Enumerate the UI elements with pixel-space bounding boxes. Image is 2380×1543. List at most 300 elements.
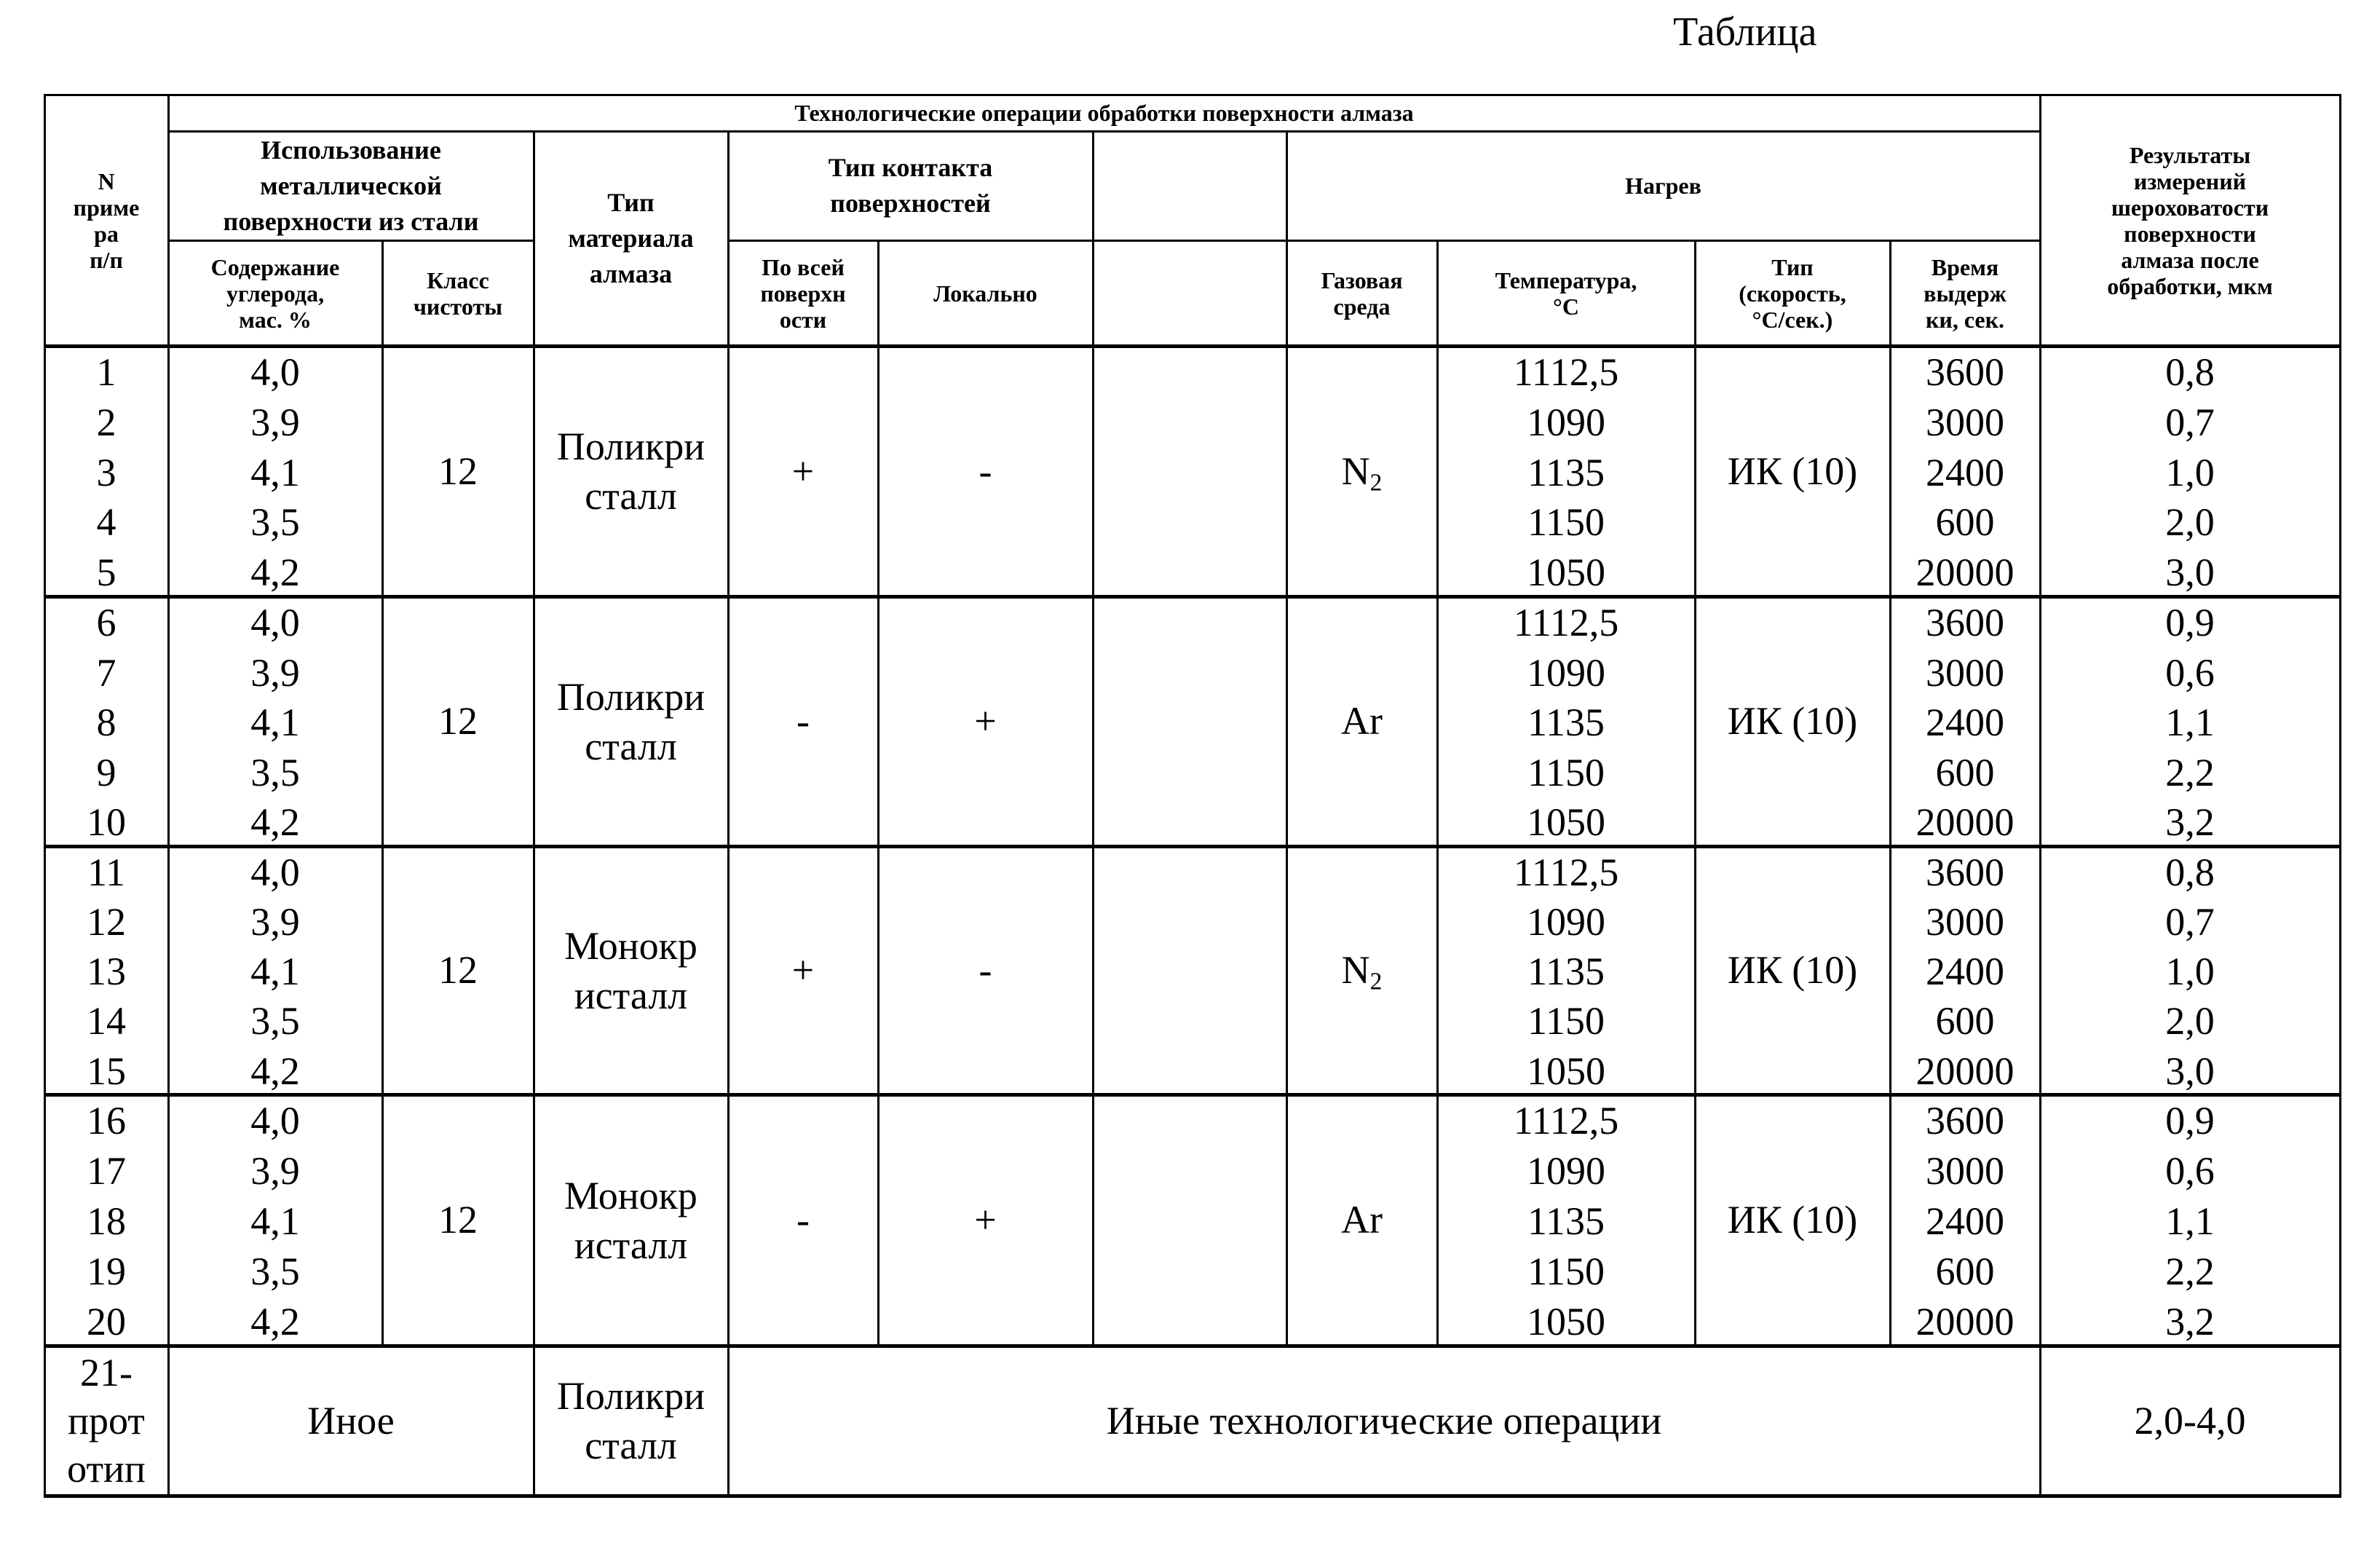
header-local <box>878 240 1093 346</box>
prototype-operations-text: Иные технологические операции <box>1107 1396 1661 1446</box>
purity-class-text: 12 <box>438 696 478 746</box>
header-whole-surface-line: поверхн <box>760 280 845 307</box>
grid-hline <box>44 344 2341 348</box>
header-carbon-line: Содержание <box>211 254 340 280</box>
header-gas-line: среда <box>1334 293 1391 320</box>
diamond-material-line: Монокр <box>564 1171 697 1220</box>
grid-vline <box>2339 95 2341 1497</box>
temperature-value <box>1437 947 1695 996</box>
roughness-value-text: 0,9 <box>2165 1096 2215 1146</box>
grid-vline <box>1889 240 1891 347</box>
hold-time-value <box>1890 897 2040 947</box>
roughness-value <box>2040 448 2340 498</box>
roughness-value-text: 0,6 <box>2165 648 2215 698</box>
grid-vline <box>1092 131 1094 347</box>
roughness-value <box>2040 347 2340 398</box>
carbon-value <box>168 698 382 748</box>
diamond-material <box>534 1094 728 1346</box>
prototype-material <box>534 1346 728 1496</box>
grid-vline <box>533 131 535 347</box>
header-example-no-line: п/п <box>90 247 123 273</box>
roughness-value <box>2040 1046 2340 1096</box>
hold-time-value-text: 2400 <box>1926 448 2004 498</box>
hold-time-value-text: 3000 <box>1926 897 2004 947</box>
header-example-no-line: N <box>98 168 114 194</box>
contact-whole-surface <box>728 596 878 846</box>
row-number-text: 15 <box>87 1046 126 1097</box>
hold-time-value-text: 600 <box>1936 748 1995 798</box>
hold-time-value-text: 3600 <box>1926 1096 2004 1146</box>
temperature-value <box>1437 1297 1695 1347</box>
temperature-value-text: 1090 <box>1527 648 1605 698</box>
contact-local-mark: - <box>979 945 992 995</box>
row-number-text: 13 <box>87 947 126 997</box>
roughness-value <box>2040 848 2340 897</box>
temperature-value-text: 1150 <box>1527 1247 1605 1297</box>
header-material-line: материала <box>568 221 693 256</box>
purity-class-text: 12 <box>438 945 478 995</box>
grid-hline <box>44 94 2341 96</box>
grid-vline <box>1694 346 1696 1347</box>
grid-vline <box>2039 1346 2041 1497</box>
header-gas-line: Газовая <box>1321 267 1402 293</box>
header-carbon <box>168 240 382 346</box>
temperature-value-text: 1050 <box>1527 1297 1605 1347</box>
carbon-value-text: 3,5 <box>250 748 300 798</box>
hold-time-value-text: 600 <box>1936 1247 1995 1297</box>
roughness-value <box>2040 698 2340 748</box>
grid-vline <box>877 240 879 347</box>
hold-time-value <box>1890 1046 2040 1096</box>
header-results <box>2040 95 2340 346</box>
heat-type-text: ИК (10) <box>1728 1195 1857 1245</box>
row-number <box>44 698 168 748</box>
temperature-value-text: 1112,5 <box>1514 848 1619 898</box>
hold-time-value <box>1890 947 2040 996</box>
temperature-value <box>1437 1146 1695 1196</box>
grid-vline <box>727 1346 730 1497</box>
row-number-text: 4 <box>97 497 116 548</box>
header-carbon-line: мас. % <box>239 307 312 333</box>
header-purity <box>382 240 534 346</box>
row-number <box>44 897 168 947</box>
roughness-value-text: 1,1 <box>2165 1196 2215 1247</box>
row-number <box>44 1046 168 1096</box>
prototype-material-line: Поликри <box>557 1371 705 1421</box>
row-number-text: 18 <box>87 1196 126 1247</box>
header-results-line: Результаты <box>2130 142 2250 168</box>
prototype-material-line: сталл <box>585 1421 677 1470</box>
hold-time-value-text: 20000 <box>1916 1046 2015 1097</box>
hold-time-value <box>1890 448 2040 498</box>
grid-vline <box>727 131 730 347</box>
gas-medium <box>1286 596 1437 846</box>
purity-class <box>382 1094 534 1346</box>
roughness-value <box>2040 1196 2340 1247</box>
hold-time-value <box>1890 848 2040 897</box>
header-material <box>534 131 728 346</box>
temperature-value <box>1437 398 1695 448</box>
hold-time-value-text: 3000 <box>1926 648 2004 698</box>
temperature-value-text: 1050 <box>1527 548 1605 598</box>
header-hold-time-line: выдерж <box>1924 280 2007 307</box>
carbon-value <box>168 598 382 648</box>
diamond-material-line: Поликри <box>557 422 705 471</box>
hold-time-value-text: 3600 <box>1926 347 2004 398</box>
row-number-text: 12 <box>87 897 126 947</box>
hold-time-value-text: 3600 <box>1926 598 2004 648</box>
roughness-value <box>2040 1146 2340 1196</box>
header-contact-line: Тип контакта <box>829 150 993 186</box>
carbon-value-text: 3,5 <box>250 996 300 1046</box>
gas-medium-text <box>1341 696 1383 746</box>
header-whole-surface-line: По всей <box>762 254 845 280</box>
header-hold-time-stack <box>1924 254 2007 333</box>
grid-vline <box>727 346 730 1347</box>
gas-formula: Ar <box>1341 699 1383 743</box>
temperature-value <box>1437 997 1695 1046</box>
row-number-text: 11 <box>87 848 125 898</box>
contact-whole-surface <box>728 846 878 1094</box>
roughness-value-text: 0,8 <box>2165 848 2215 898</box>
header-example-no-stack <box>74 168 140 273</box>
hold-time-value <box>1890 598 2040 648</box>
header-empty <box>1093 131 1286 346</box>
roughness-value-text: 1,1 <box>2165 698 2215 748</box>
contact-whole-surface-mark: - <box>796 1195 810 1245</box>
temperature-value <box>1437 497 1695 548</box>
header-metal-surface-line: поверхности из стали <box>224 204 479 240</box>
temperature-value <box>1437 1046 1695 1096</box>
roughness-value-text: 0,9 <box>2165 598 2215 648</box>
roughness-value <box>2040 548 2340 598</box>
diamond-material-line: Монокр <box>564 921 697 971</box>
hold-time-value <box>1890 1247 2040 1297</box>
hold-time-value-text: 20000 <box>1916 1297 2015 1347</box>
contact-local-mark: - <box>979 446 992 497</box>
roughness-value-text: 2,2 <box>2165 748 2215 798</box>
empty-column-cell <box>1093 1094 1286 1346</box>
carbon-value <box>168 748 382 798</box>
header-hold-time <box>1890 240 2040 346</box>
grid-vline <box>167 1346 170 1497</box>
prototype-result <box>2040 1346 2340 1496</box>
row-number-text: 3 <box>97 448 116 498</box>
gas-formula: Ar <box>1341 1198 1383 1242</box>
header-hold-time-line: Время <box>1932 254 1999 280</box>
hold-time-value <box>1890 797 2040 848</box>
row-number <box>44 1297 168 1347</box>
header-temperature <box>1437 240 1695 346</box>
roughness-value-text: 0,6 <box>2165 1146 2215 1196</box>
heat-type <box>1695 846 1890 1094</box>
hold-time-value-text: 3000 <box>1926 398 2004 448</box>
roughness-value-text: 1,0 <box>2165 448 2215 498</box>
prototype-number-line: 21- <box>80 1349 133 1397</box>
row-number-text: 8 <box>97 698 116 748</box>
header-heating <box>1286 131 2040 240</box>
hold-time-value-text: 3000 <box>1926 1146 2004 1196</box>
row-number <box>44 797 168 848</box>
contact-local <box>878 846 1093 1094</box>
temperature-value-text: 1135 <box>1527 1196 1605 1247</box>
hold-time-value-text: 20000 <box>1916 797 2015 848</box>
diamond-material <box>534 596 728 846</box>
temperature-value-text: 1135 <box>1527 448 1605 498</box>
hold-time-value <box>1890 1297 2040 1347</box>
diamond-material-stack <box>557 672 705 771</box>
heat-type <box>1695 596 1890 846</box>
carbon-value-text: 4,1 <box>250 1196 300 1247</box>
row-number <box>44 1146 168 1196</box>
prototype-result-text: 2,0-4,0 <box>2135 1396 2246 1446</box>
header-results-line: поверхности <box>2124 221 2256 247</box>
row-number <box>44 598 168 648</box>
row-number <box>44 347 168 398</box>
temperature-value <box>1437 1196 1695 1247</box>
temperature-value <box>1437 1096 1695 1146</box>
header-carbon-stack <box>211 254 340 333</box>
row-number-text: 19 <box>87 1247 126 1297</box>
carbon-value-text: 4,0 <box>250 1096 300 1146</box>
header-results-line: измерений <box>2134 168 2246 194</box>
header-material-line: алмаза <box>590 256 672 292</box>
roughness-value <box>2040 1096 2340 1146</box>
row-number-text: 9 <box>97 748 116 798</box>
heat-type <box>1695 346 1890 596</box>
header-local-label: Локально <box>933 280 1037 307</box>
roughness-value-text: 2,0 <box>2165 996 2215 1046</box>
heat-type <box>1695 1094 1890 1346</box>
header-purity-stack <box>414 267 502 320</box>
contact-local <box>878 346 1093 596</box>
roughness-value-text: 3,0 <box>2165 548 2215 598</box>
grid-hline <box>167 130 2041 133</box>
header-contact-line: поверхностей <box>830 186 990 221</box>
gas-formula: N <box>1342 449 1370 493</box>
header-metal-surface <box>168 131 534 240</box>
temperature-value-text: 1090 <box>1527 897 1605 947</box>
hold-time-value-text: 2400 <box>1926 1196 2004 1247</box>
grid-vline <box>1889 346 1891 1347</box>
diamond-material-line: исталл <box>574 1220 687 1270</box>
temperature-value-text: 1150 <box>1527 996 1605 1046</box>
roughness-value <box>2040 598 2340 648</box>
diamond-material <box>534 846 728 1094</box>
carbon-value <box>168 497 382 548</box>
temperature-value-text: 1135 <box>1527 947 1605 997</box>
header-temperature-line: °С <box>1553 293 1579 320</box>
contact-whole-surface-mark: + <box>792 945 814 995</box>
grid-vline <box>1286 131 1288 347</box>
header-heat-type-line: °С/сек.) <box>1752 307 1833 333</box>
row-number <box>44 448 168 498</box>
row-number-text: 5 <box>97 548 116 598</box>
carbon-value-text: 4,1 <box>250 947 300 997</box>
diamond-material-line: исталл <box>574 971 687 1020</box>
hold-time-value-text: 2400 <box>1926 698 2004 748</box>
grid-vline <box>2039 346 2041 1347</box>
header-metal-surface-stack <box>224 133 479 240</box>
empty-column-cell <box>1093 346 1286 596</box>
temperature-value <box>1437 448 1695 498</box>
carbon-value-text: 4,2 <box>250 797 300 848</box>
carbon-value <box>168 997 382 1046</box>
prototype-number-stack <box>67 1349 146 1493</box>
carbon-value-text: 4,2 <box>250 548 300 598</box>
carbon-value <box>168 448 382 498</box>
diamond-material-line: сталл <box>585 471 677 521</box>
contact-local <box>878 1094 1093 1346</box>
header-contact-stack <box>829 150 993 221</box>
carbon-value <box>168 347 382 398</box>
prototype-metal <box>168 1346 534 1496</box>
temperature-value <box>1437 797 1695 848</box>
contact-local-mark: + <box>974 1195 996 1245</box>
hold-time-value <box>1890 1196 2040 1247</box>
carbon-value <box>168 1247 382 1297</box>
roughness-value <box>2040 748 2340 798</box>
grid-hline <box>44 845 2341 848</box>
roughness-value-text: 1,0 <box>2165 947 2215 997</box>
carbon-value-text: 4,0 <box>250 848 300 898</box>
header-results-line: алмаза после <box>2121 247 2258 273</box>
hold-time-value <box>1890 748 2040 798</box>
roughness-value <box>2040 398 2340 448</box>
row-number <box>44 648 168 698</box>
gas-formula: N <box>1342 948 1370 992</box>
header-results-stack <box>2107 142 2273 299</box>
grid-hline <box>44 1093 2341 1097</box>
heat-type-text: ИК (10) <box>1728 696 1857 746</box>
grid-vline <box>44 95 46 1497</box>
header-heat-type-line: (скорость, <box>1739 280 1846 307</box>
roughness-value-text: 2,2 <box>2165 1247 2215 1297</box>
roughness-value <box>2040 1297 2340 1347</box>
header-whole-surface-stack <box>760 254 845 333</box>
gas-medium-text <box>1342 945 1383 995</box>
row-number <box>44 1096 168 1146</box>
contact-whole-surface-mark: + <box>792 446 814 497</box>
diamond-material-stack <box>564 1171 697 1270</box>
temperature-value <box>1437 1247 1695 1297</box>
grid-vline <box>167 95 170 347</box>
empty-column-cell <box>1093 846 1286 1094</box>
prototype-number <box>44 1346 168 1496</box>
grid-vline <box>1092 346 1094 1347</box>
roughness-value <box>2040 897 2340 947</box>
grid-vline <box>1694 240 1696 347</box>
hold-time-value <box>1890 1096 2040 1146</box>
carbon-value-text: 3,5 <box>250 1247 300 1297</box>
row-number <box>44 1196 168 1247</box>
grid-vline <box>533 346 535 1347</box>
header-material-line: Тип <box>607 185 655 221</box>
purity-class-text: 12 <box>438 1195 478 1245</box>
temperature-value-text: 1135 <box>1527 698 1605 748</box>
row-number-text: 1 <box>97 347 116 398</box>
header-heat-type <box>1695 240 1890 346</box>
grid-hline <box>167 240 535 242</box>
grid-vline <box>1436 240 1439 347</box>
heat-type-text: ИК (10) <box>1728 446 1857 497</box>
hold-time-value-text: 2400 <box>1926 947 2004 997</box>
roughness-value-text: 0,7 <box>2165 897 2215 947</box>
grid-hline <box>44 1344 2341 1348</box>
carbon-value <box>168 548 382 598</box>
roughness-value <box>2040 997 2340 1046</box>
gas-medium <box>1286 346 1437 596</box>
contact-local <box>878 596 1093 846</box>
diamond-material <box>534 346 728 596</box>
temperature-value-text: 1090 <box>1527 398 1605 448</box>
temperature-value-text: 1090 <box>1527 1146 1605 1196</box>
grid-vline <box>381 240 384 347</box>
temperature-value-text: 1050 <box>1527 797 1605 848</box>
row-number <box>44 398 168 448</box>
hold-time-value-text: 600 <box>1936 497 1995 548</box>
roughness-value-text: 2,0 <box>2165 497 2215 548</box>
carbon-value <box>168 1196 382 1247</box>
grid-vline <box>533 1346 535 1497</box>
temperature-value-text: 1050 <box>1527 1046 1605 1097</box>
row-number <box>44 497 168 548</box>
header-carbon-line: углерода, <box>226 280 324 307</box>
roughness-value-text: 3,0 <box>2165 1046 2215 1097</box>
purity-class <box>382 596 534 846</box>
carbon-value <box>168 797 382 848</box>
temperature-value <box>1437 648 1695 698</box>
gas-subscript: 2 <box>1370 469 1383 496</box>
carbon-value-text: 4,2 <box>250 1297 300 1347</box>
row-number-text: 20 <box>87 1297 126 1347</box>
roughness-value-text: 0,8 <box>2165 347 2215 398</box>
contact-whole-surface <box>728 346 878 596</box>
carbon-value-text: 3,5 <box>250 497 300 548</box>
hold-time-value <box>1890 497 2040 548</box>
header-tech-ops <box>168 95 2040 131</box>
purity-class <box>382 846 534 1094</box>
header-metal-surface-line: Использование <box>261 133 441 168</box>
row-number <box>44 748 168 798</box>
header-whole-surface <box>728 240 878 346</box>
prototype-operations <box>728 1346 2040 1496</box>
header-contact <box>728 131 1093 240</box>
roughness-value-text: 3,2 <box>2165 1297 2215 1347</box>
temperature-value <box>1437 598 1695 648</box>
grid-hline <box>44 1494 2341 1498</box>
contact-whole-surface-mark: - <box>796 696 810 746</box>
row-number <box>44 848 168 897</box>
roughness-value <box>2040 1247 2340 1297</box>
carbon-value-text: 3,9 <box>250 398 300 448</box>
contact-local-mark: + <box>974 696 996 746</box>
temperature-value <box>1437 698 1695 748</box>
purity-class-text: 12 <box>438 446 478 497</box>
row-number-text: 14 <box>87 996 126 1046</box>
temperature-value <box>1437 897 1695 947</box>
prototype-metal-text: Иное <box>307 1396 395 1446</box>
carbon-value <box>168 1096 382 1146</box>
carbon-value-text: 4,0 <box>250 598 300 648</box>
carbon-value-text: 4,2 <box>250 1046 300 1097</box>
carbon-value <box>168 398 382 448</box>
carbon-value-text: 3,9 <box>250 897 300 947</box>
temperature-value <box>1437 748 1695 798</box>
heat-type-text: ИК (10) <box>1728 945 1857 995</box>
prototype-number-line: прот <box>68 1397 145 1445</box>
grid-hline <box>44 595 2341 599</box>
